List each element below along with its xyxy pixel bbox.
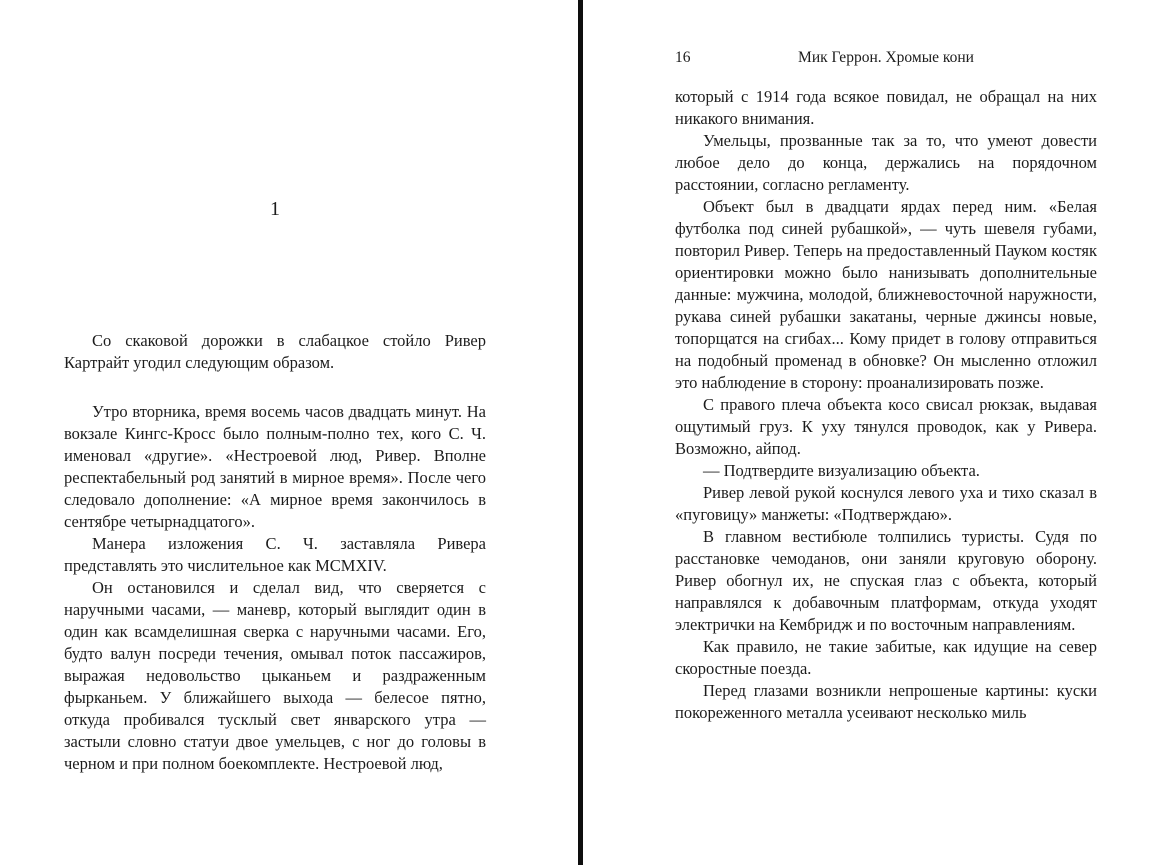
page-divider <box>578 0 583 865</box>
paragraph: Манера изложения С. Ч. заставляла Ривера представлять это числительное как MCMXIV. <box>64 534 486 575</box>
paragraph: С правого плеча объекта косо свисал рюкзак, выдавая ощутимый груз. К уху тянулся проводок, как у Ривера. Возможно, айпод. <box>675 395 1097 458</box>
right-page-text <box>675 86 1097 724</box>
paragraph: Как правило, не такие забитые, как идущие на север скоростные поезда. <box>675 637 1097 678</box>
paragraph: Он остановился и сделал вид, что сверяется с наручными часами, — маневр, который выглядит один в один как всамделишная сверка с наручными часами. Его, будто валун посреди течения, омывал поток пассажиров, выражая недовольство цыканьем и раздраженным фырканьем. У ближайшего выхода — белесое пятно, откуда пробивался тусклый свет январского утра — застыли словно статуи двое умельцев, с ног до головы в черном и при полном боекомплекте. Нестроевой люд, <box>64 578 486 773</box>
left-page <box>64 0 486 865</box>
paragraph: Утро вторника, время восемь часов двадцать минут. На вокзале Кингс-Кросс было полным-полно тех, кого С. Ч. именовал «другие». «Нестроевой люд, Ривер. Вполне респектабельный род занятий в мирное время». После чего следовало дополнение: «А мирное время закончилось в сентябре четырнадцатого». <box>64 402 486 531</box>
page-number: 16 <box>675 49 691 66</box>
paragraph: Со скаковой дорожки в слабацкое стойло Ривер Картрайт угодил следующим образом. <box>64 331 486 372</box>
paragraph: Ривер левой рукой коснулся левого уха и тихо сказал в «пуговицу» манжеты: «Подтверждаю». <box>675 483 1097 524</box>
dialogue-paragraph: — Подтвердите визуализацию объекта. <box>703 461 980 480</box>
paragraph: В главном вестибюле толпились туристы. Судя по расстановке чемоданов, они заняли круговую оборону. Ривер обогнул их, не спуская глаз с объекта, который направлялся к добавочным платформам, откуда уходят электрички на Кембридж и по восточным направлениям. <box>675 527 1097 634</box>
page-header <box>675 48 1097 68</box>
running-title: Мик Геррон. Хромые кони <box>798 49 974 66</box>
left-page-text <box>64 330 486 775</box>
paragraph: который с 1914 года всякое повидал, не обращал на них никакого внимания. <box>675 87 1097 128</box>
right-page <box>675 0 1097 865</box>
paragraph: Перед глазами возникли непрошеные картины: куски покореженного металла усеивают несколько миль <box>675 681 1097 722</box>
paragraph: Объект был в двадцати ярдах перед ним. «Белая футболка под синей рубашкой», — чуть шевеля губами, повторил Ривер. Теперь на предоставленный Пауком костяк ориентировки можно было нанизывать дополнительные данные: мужчина, молодой, ближневосточной наружности, рукава синей рубашки закатаны, черные джинсы новые, топорщатся на сгибах... Кому придет в голову отправиться на подобный променад в обновке? Он мысленно отложил это наблюдение в сторону: проанализировать позже. <box>675 197 1097 392</box>
chapter-number: 1 <box>270 198 280 220</box>
paragraph: Умельцы, прозванные так за то, что умеют довести любое дело до конца, держались на порядочном расстоянии, согласно регламенту. <box>675 131 1097 194</box>
